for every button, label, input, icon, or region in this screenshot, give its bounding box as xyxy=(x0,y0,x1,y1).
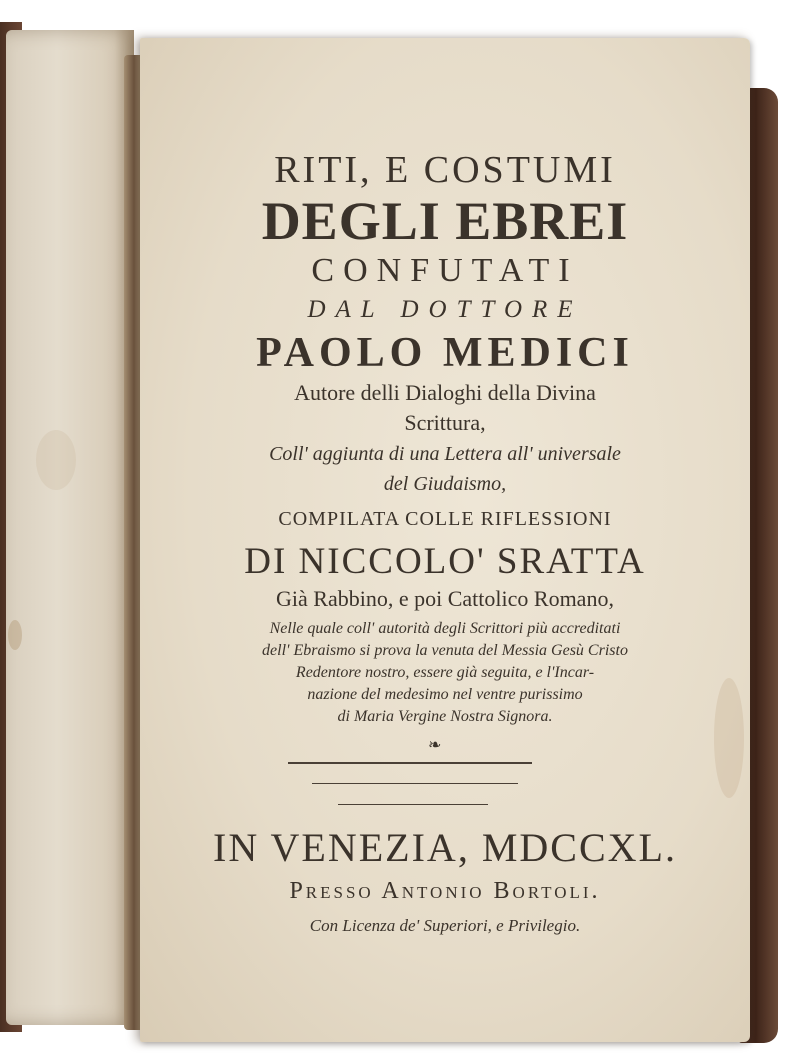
title-page xyxy=(140,38,750,1042)
compiler-name: DI NICCOLO' SRATTA xyxy=(244,541,646,582)
compiler-description: Già Rabbino, e poi Cattolico Romano, xyxy=(276,586,614,611)
page-stain xyxy=(8,620,22,650)
summary-line-1: Nelle quale coll' autorità degli Scrittori più accreditati xyxy=(269,620,621,637)
addition-line-1: Coll' aggiunta di una Lettera all' universale xyxy=(269,443,621,465)
title-main: DEGLI EBREI xyxy=(261,191,629,251)
author-description-2: Scrittura, xyxy=(404,410,486,435)
title-line-3: CONFUTATI xyxy=(311,252,579,289)
blank-left-page xyxy=(6,30,134,1025)
divider-rule xyxy=(338,804,488,805)
imprint-license: Con Licenza de' Superiori, e Privilegio. xyxy=(309,916,581,935)
summary-line-5: di Maria Vergine Nostra Signora. xyxy=(337,708,553,725)
divider-rule xyxy=(288,762,532,764)
summary-line-2: dell' Ebraismo si prova la venuta del Messia Gesù Cristo xyxy=(262,642,628,659)
page-stain xyxy=(36,430,76,490)
author-name: PAOLO MEDICI xyxy=(256,330,634,376)
summary-line-3: Redentore nostro, essere già seguita, e l'Incar- xyxy=(295,664,595,681)
divider-rule xyxy=(312,783,518,784)
author-description-1: Autore delli Dialoghi della Divina xyxy=(294,380,596,405)
imprint-printer: Presso Antonio Bortoli. xyxy=(289,878,601,904)
imprint-city-date: IN VENEZIA, MDCCXL. xyxy=(213,825,677,870)
summary-line-4: nazione del medesimo nel ventre purissimo xyxy=(307,686,583,703)
compiled-line: COMPILATA COLLE RIFLESSIONI xyxy=(278,508,612,530)
title-line-1: RITI, E COSTUMI xyxy=(274,149,616,191)
printer-ornament: ❧ xyxy=(428,737,442,754)
addition-line-2: del Giudaismo, xyxy=(383,473,507,495)
author-intro: DAL DOTTORE xyxy=(307,296,583,323)
